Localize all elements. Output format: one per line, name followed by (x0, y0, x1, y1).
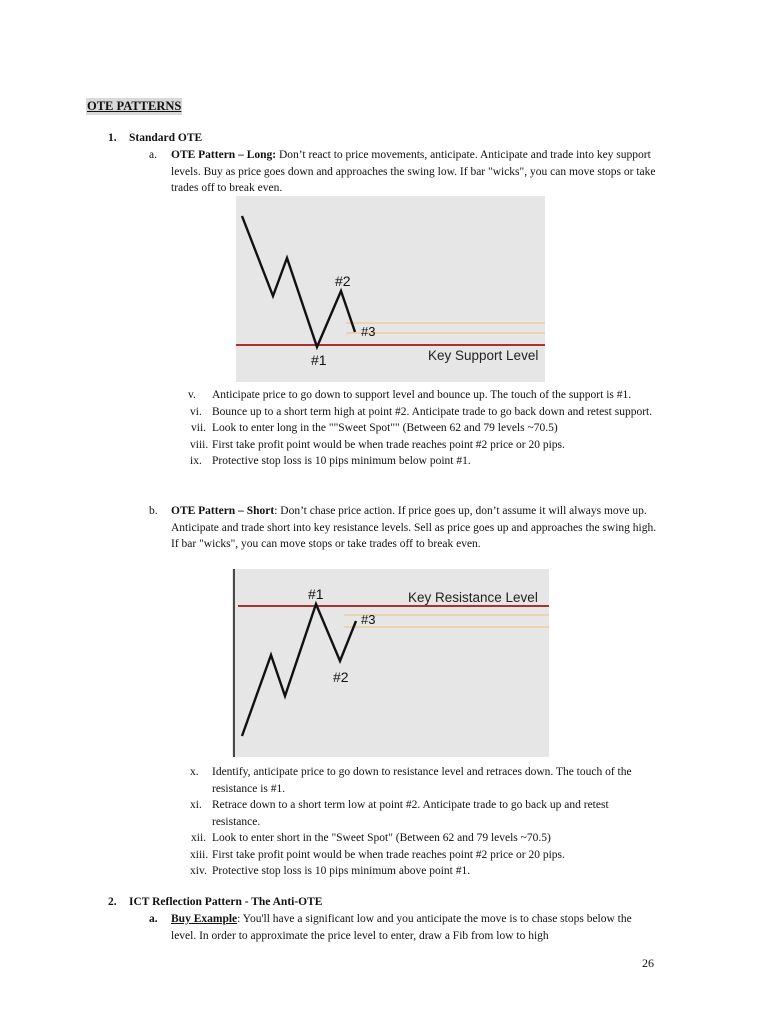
item2-a-text: : You'll have a significant low and you anticipate the move is to chase stops below the level. In order to approximate the price level to enter, draw a Fib from low to high (171, 913, 632, 942)
item1-b-label: OTE Pattern – Short (171, 505, 275, 517)
item2-a-label: Buy Example (171, 913, 238, 925)
figure-ote-long (236, 196, 545, 382)
list-item-text: Identify, anticipate price to go down to resistance level and retraces down. The touch of the resistance is #1. (212, 766, 632, 795)
short-points-list (190, 764, 659, 880)
item1-a-letter: a. (149, 149, 157, 161)
figure-ote-short (232, 569, 549, 757)
list-item (190, 863, 659, 880)
list-item-number: viii. (190, 438, 209, 451)
list-item-number: v. (188, 389, 196, 401)
list-item (190, 764, 659, 797)
figure-ote-long-svg (236, 196, 545, 382)
point-2-label: #2 (333, 669, 349, 685)
list-item-number: xii. (191, 832, 207, 844)
list-item (193, 830, 659, 847)
list-item-text: Look to enter long in the ""Sweet Spot"" (Between 62 and 79 levels ~70.5) (212, 422, 558, 434)
list-item-number: x. (190, 766, 199, 778)
item2-a-letter: a. (149, 913, 158, 925)
item1-b-paragraph (171, 503, 659, 553)
list-item (190, 453, 659, 470)
list-item-number: xiii. (190, 848, 209, 861)
key-support-level-label: Key Support Level (428, 348, 539, 363)
figure-ote-short-svg (232, 569, 549, 757)
item2-title: ICT Reflection Pattern - The Anti-OTE (129, 896, 323, 908)
point-1-label: #1 (308, 586, 324, 602)
item1-b-letter: b. (149, 505, 158, 517)
list-item-number: vii. (191, 422, 207, 434)
point-1-label: #1 (311, 352, 327, 368)
page-number: 26 (642, 956, 654, 970)
list-item-number: vi. (190, 405, 202, 418)
list-item (190, 847, 659, 864)
key-resistance-level-label: Key Resistance Level (408, 590, 538, 605)
item1-b-text: : Don’t chase price action. If price goes up, don’t assume it will always move up. Anticipate and trade short into key resistance levels. Sell as price goes up and approaches the swing high. If bar "wicks", you can move stops or take trades off to break even. (171, 505, 657, 550)
list-item-text: Protective stop loss is 10 pips minimum below point #1. (212, 455, 471, 467)
item2-number: 2. (108, 896, 117, 908)
list-item-text: Retrace down to a short term low at point #2. Anticipate trade to go back up and retest resistance. (212, 799, 609, 828)
list-item-text: Bounce up to a short term high at point #2. Anticipate trade to go back down and retest support. (212, 405, 653, 418)
section-title: OTE PATTERNS (87, 99, 182, 113)
list-item (188, 387, 659, 404)
item1-title: Standard OTE (129, 132, 203, 144)
list-item-number: xiv. (190, 865, 207, 877)
list-item (190, 404, 659, 421)
list-item-text: Protective stop loss is 10 pips minimum above point #1. (212, 865, 471, 877)
list-item-text: First take profit point would be when trade reaches point #2 price or 20 pips. (212, 438, 565, 451)
list-item (190, 437, 659, 454)
list-item (193, 420, 659, 437)
point-2-label: #2 (335, 273, 351, 289)
list-item-text: Look to enter short in the "Sweet Spot" (Between 62 and 79 levels ~70.5) (212, 832, 551, 844)
long-points-list (188, 387, 659, 470)
list-item-text: First take profit point would be when trade reaches point #2 price or 20 pips. (212, 848, 565, 861)
item1-a-text: Don’t react to price movements, anticipate. Anticipate and trade into key support levels. Buy as price goes down and approaches the swing low. If bar "wicks", you can move stops or take trades off to break even. (171, 149, 656, 194)
item1-a-label: OTE Pattern – Long: (171, 149, 277, 161)
item2-a-paragraph (171, 911, 659, 944)
list-item (190, 797, 659, 830)
point-3-label: #3 (361, 324, 376, 339)
list-item-text: Anticipate price to go down to support level and bounce up. The touch of the support is #1. (212, 389, 632, 401)
item1-a-paragraph (171, 147, 659, 197)
list-item-number: ix. (190, 455, 202, 467)
item1-number: 1. (108, 132, 117, 144)
point-3-label: #3 (361, 612, 376, 627)
list-item-number: xi. (190, 799, 202, 811)
